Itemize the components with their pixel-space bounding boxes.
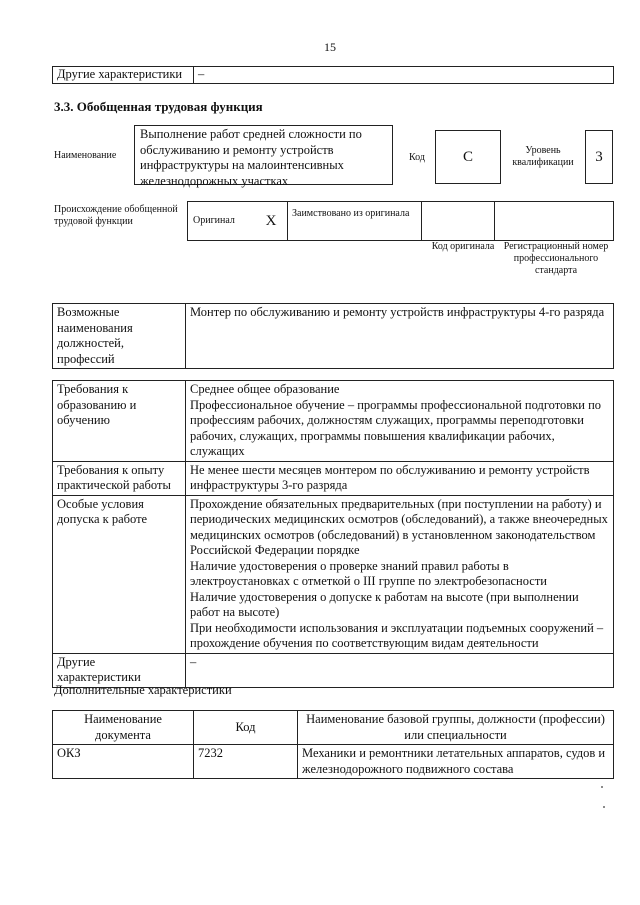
requirements-table — [52, 380, 614, 688]
admission-line: Наличие удостоверения о допуске к работам на высоте (при выполнении работ на высоте) — [190, 589, 579, 619]
other-value: – — [186, 653, 614, 687]
function-code-box: C — [435, 130, 501, 184]
admission-label: Особые условия допуска к работе — [53, 495, 186, 653]
borrowed-label: Заимствовано из оригинала — [288, 202, 422, 241]
education-value — [186, 381, 614, 462]
requirement-row-education — [53, 381, 614, 462]
top-other-characteristics-table — [52, 66, 614, 84]
admission-value — [186, 495, 614, 653]
header-document: Наименование документа — [53, 711, 194, 745]
row-group: Механики и ремонтники летательных аппаратов, судов и железнодорожного подвижного состава — [298, 745, 614, 779]
education-line: Среднее общее образование — [190, 382, 340, 396]
additional-title: Дополнительные характеристики — [54, 683, 232, 697]
admission-line: При необходимости использования и эксплуатации подъемных сооружений – прохождение обучения по соответствующим видам деятельности — [190, 620, 604, 650]
admission-line: Наличие удостоверения о проверке знаний правил работы в электроустановках с отметкой о III группе по электробезопасности — [190, 558, 547, 588]
level-label: Уровень квалификации — [512, 145, 574, 168]
origin-table — [187, 201, 614, 241]
positions-value: Монтер по обслуживанию и ремонту устройств инфраструктуры 4-го разряда — [186, 304, 614, 369]
original-label: Оригинал — [188, 202, 256, 241]
row-code: 7232 — [194, 745, 298, 779]
other-label: Другие характеристики — [53, 653, 186, 687]
reg-number-cell — [495, 202, 614, 241]
scan-speck — [601, 786, 603, 788]
qualification-level-box: 3 — [585, 130, 613, 184]
experience-value: Не менее шести месяцев монтером по обслуживанию и ремонту устройств инфраструктуры 3-го разряда — [186, 461, 614, 495]
header-group: Наименование базовой группы, должности (профессии) или специальности — [298, 711, 614, 745]
origin-label: Происхождение обобщенной трудовой функции — [54, 204, 178, 227]
row-document: ОКЗ — [53, 745, 194, 779]
experience-label: Требования к опыту практической работы — [53, 461, 186, 495]
top-other-value: – — [194, 67, 614, 84]
header-code: Код — [194, 711, 298, 745]
requirement-row-other — [53, 653, 614, 687]
original-mark: X — [255, 202, 288, 241]
positions-table — [52, 303, 614, 369]
code-label: Код — [409, 152, 425, 163]
admission-line: Прохождение обязательных предварительных (при поступлении на работу) и периодических медицинских осмотров (обследований), а также внеочередных медицинских осмотров (обследований) в установленном законодательством Российской Федерации порядке — [190, 496, 608, 557]
requirement-row-admission — [53, 495, 614, 653]
reg-number-caption: Регистрационный номер профессионального стандарта — [503, 241, 609, 276]
code-original-cell — [422, 202, 495, 241]
code-original-caption: Код оригинала — [431, 241, 495, 252]
function-name-box: Выполнение работ средней сложности по обслуживанию и ремонту устройств инфраструктуры на малоинтенсивных железнодорожных участках — [134, 125, 393, 185]
additional-header-row — [53, 711, 614, 745]
table-row — [53, 745, 614, 779]
education-line: Профессиональное обучение – программы профессиональной подготовки по профессиям рабочих, должностям служащих, программы переподготовки рабочих, служащих, программы повышения квалификации рабочих, служащих — [190, 397, 602, 458]
requirement-row-experience — [53, 461, 614, 495]
scan-speck — [603, 806, 605, 808]
additional-table — [52, 710, 614, 779]
page-number: 15 — [324, 40, 336, 54]
education-label: Требования к образованию и обучению — [53, 381, 186, 462]
name-label: Наименование — [54, 150, 117, 161]
top-other-label: Другие характеристики — [53, 67, 194, 84]
positions-label: Возможные наименования должностей, профессий — [53, 304, 186, 369]
section-heading: 3.3. Обобщенная трудовая функция — [54, 99, 263, 114]
